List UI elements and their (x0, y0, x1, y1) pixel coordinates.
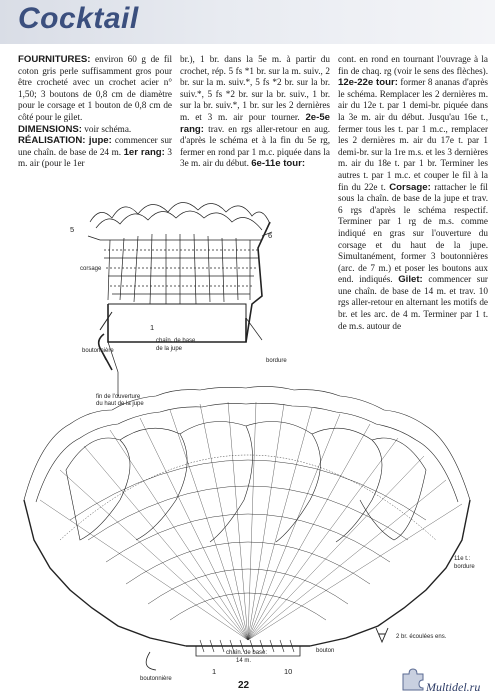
label-base-chain-jupe: chaîn. de base: (226, 650, 268, 656)
text-col3-part1: cont. en rond en tournant l'ouvrage à la fin de chaq. rg (voir le sens des flèches). (338, 54, 488, 76)
label-bordure-tour: 11e t.: (454, 556, 471, 562)
text-col2-part1: br.), 1 br. dans la 5e m. à partir du crochet, rép. 5 fs *1 br. sur la m. suiv., 2 br. sur la m. suiv.*, 5 fs *2 br. sur la br. suiv.*, 5 fs *2 br. sur la br. suiv., 1 br. sur la br. suiv.*, 1 br. sur les 2 dernières m. et 3 m. air pour tourner. (180, 54, 330, 122)
heading-dimensions: DIMENSIONS: (18, 123, 82, 135)
label-fin-ouverture-2: du haut de la jupe (96, 401, 144, 407)
site-watermark: Multidel.ru (426, 680, 481, 694)
text-rang-1: 3 m. air (pour le 1er (18, 146, 173, 169)
page-title: Cocktail (18, 2, 139, 35)
jupe-diagram (24, 386, 470, 670)
label-bouton: bouton (316, 648, 335, 654)
text-col3-part3: rattacher le fil sous la chaîn. de base de la jupe et trav. 6 rgs d'après le schéma respectif. Terminer par 1 rg de m.s. comme indiqué en gras sur l'ouverture du corsage et du haut de la jupe. Simultanément, former 3 boutonnières (arc. de 7 m.) et poser les boutons aux end. indiqués. (338, 181, 488, 285)
label-corsage: corsage (80, 266, 102, 272)
puzzle-logo-icon (400, 666, 426, 692)
heading-rang-2-5: 2e-5e rang: (180, 111, 330, 135)
heading-fournitures: FOURNITURES: (18, 54, 91, 65)
label-base-chain-jupe-2: 14 m. (236, 658, 252, 664)
label-bordure: bordure (266, 358, 287, 364)
text-realisation: commencer sur une chaîn. de base de 24 m. (18, 135, 172, 157)
heading-realisation: RÉALISATION: jupe: (18, 135, 112, 147)
row-number-1: 1 (150, 323, 155, 332)
heading-corsage: Corsage: (389, 181, 431, 193)
heading-gilet: Gilet: (398, 274, 423, 286)
label-fin-ouverture: fin de l'ouverture (96, 394, 141, 400)
label-base-chain: chaîn. de base (156, 338, 196, 344)
row-number-6: 6 (268, 231, 273, 240)
text-col3-part2: former 8 ananas d'après le schéma. Remplacer les 2 dernières m. air du 12e t. par 1 demi-br. piquée dans la 3e m. air du début. Jusqu'au 16e t., fermer tous les t. par 1 m.c., remplacer les 2 dernières m. air du 17e t. par 1 demi-br. sur la 1re m.s. et les 3 dernières m. air du 18e t. par 1 br. Terminer les autres t. par 1 m.c. et couper le fil à la fin du 22e t. (338, 77, 488, 192)
text-col2-part2: trav. en rgs aller-retour en aug. d'après le schéma et à la fin du 5e rg, fermer en rond par 1 m.c. piquée dans la 3e m. air du début. (180, 123, 330, 169)
text-col3-part4: commencer sur une chaîn. de base de 14 m. et trav. 10 rgs aller-retour en alternant les motifs de br. et les arc. de 4 m. Terminer par 1 t. de m.s. autour de (338, 274, 488, 331)
text-dimensions: voir schéma. (81, 123, 132, 134)
label-boutonniere: boutonnière (82, 348, 114, 354)
text-fournitures: environ 60 g de fil coton gris perle suffisamment gros pour être crocheté avec un crochet acier n° 1,50; 3 boutons de 0,8 cm de diamètre pour le corsage et 1 bouton de 0,8 cm de côté pour le gilet. (18, 54, 172, 122)
corsage-diagram (88, 202, 272, 396)
page-number: 22 (238, 680, 250, 691)
heading-rang-1: 1er rang: (123, 146, 165, 158)
heading-tour-12-22: 12e-22e tour: (338, 77, 398, 89)
row-number-jupe-1: 1 (212, 667, 217, 676)
label-legend: 2 br. écoulées ens. (396, 634, 447, 640)
label-bordure-jupe: bordure (454, 564, 475, 570)
row-number-jupe-10: 10 (284, 667, 293, 676)
row-number-5: 5 (70, 225, 75, 234)
heading-tour-6-11: 6e-11e tour: (251, 158, 306, 170)
label-base-chain-2: de la jupe (156, 346, 183, 352)
label-boutonniere-jupe: boutonnière (140, 676, 172, 682)
